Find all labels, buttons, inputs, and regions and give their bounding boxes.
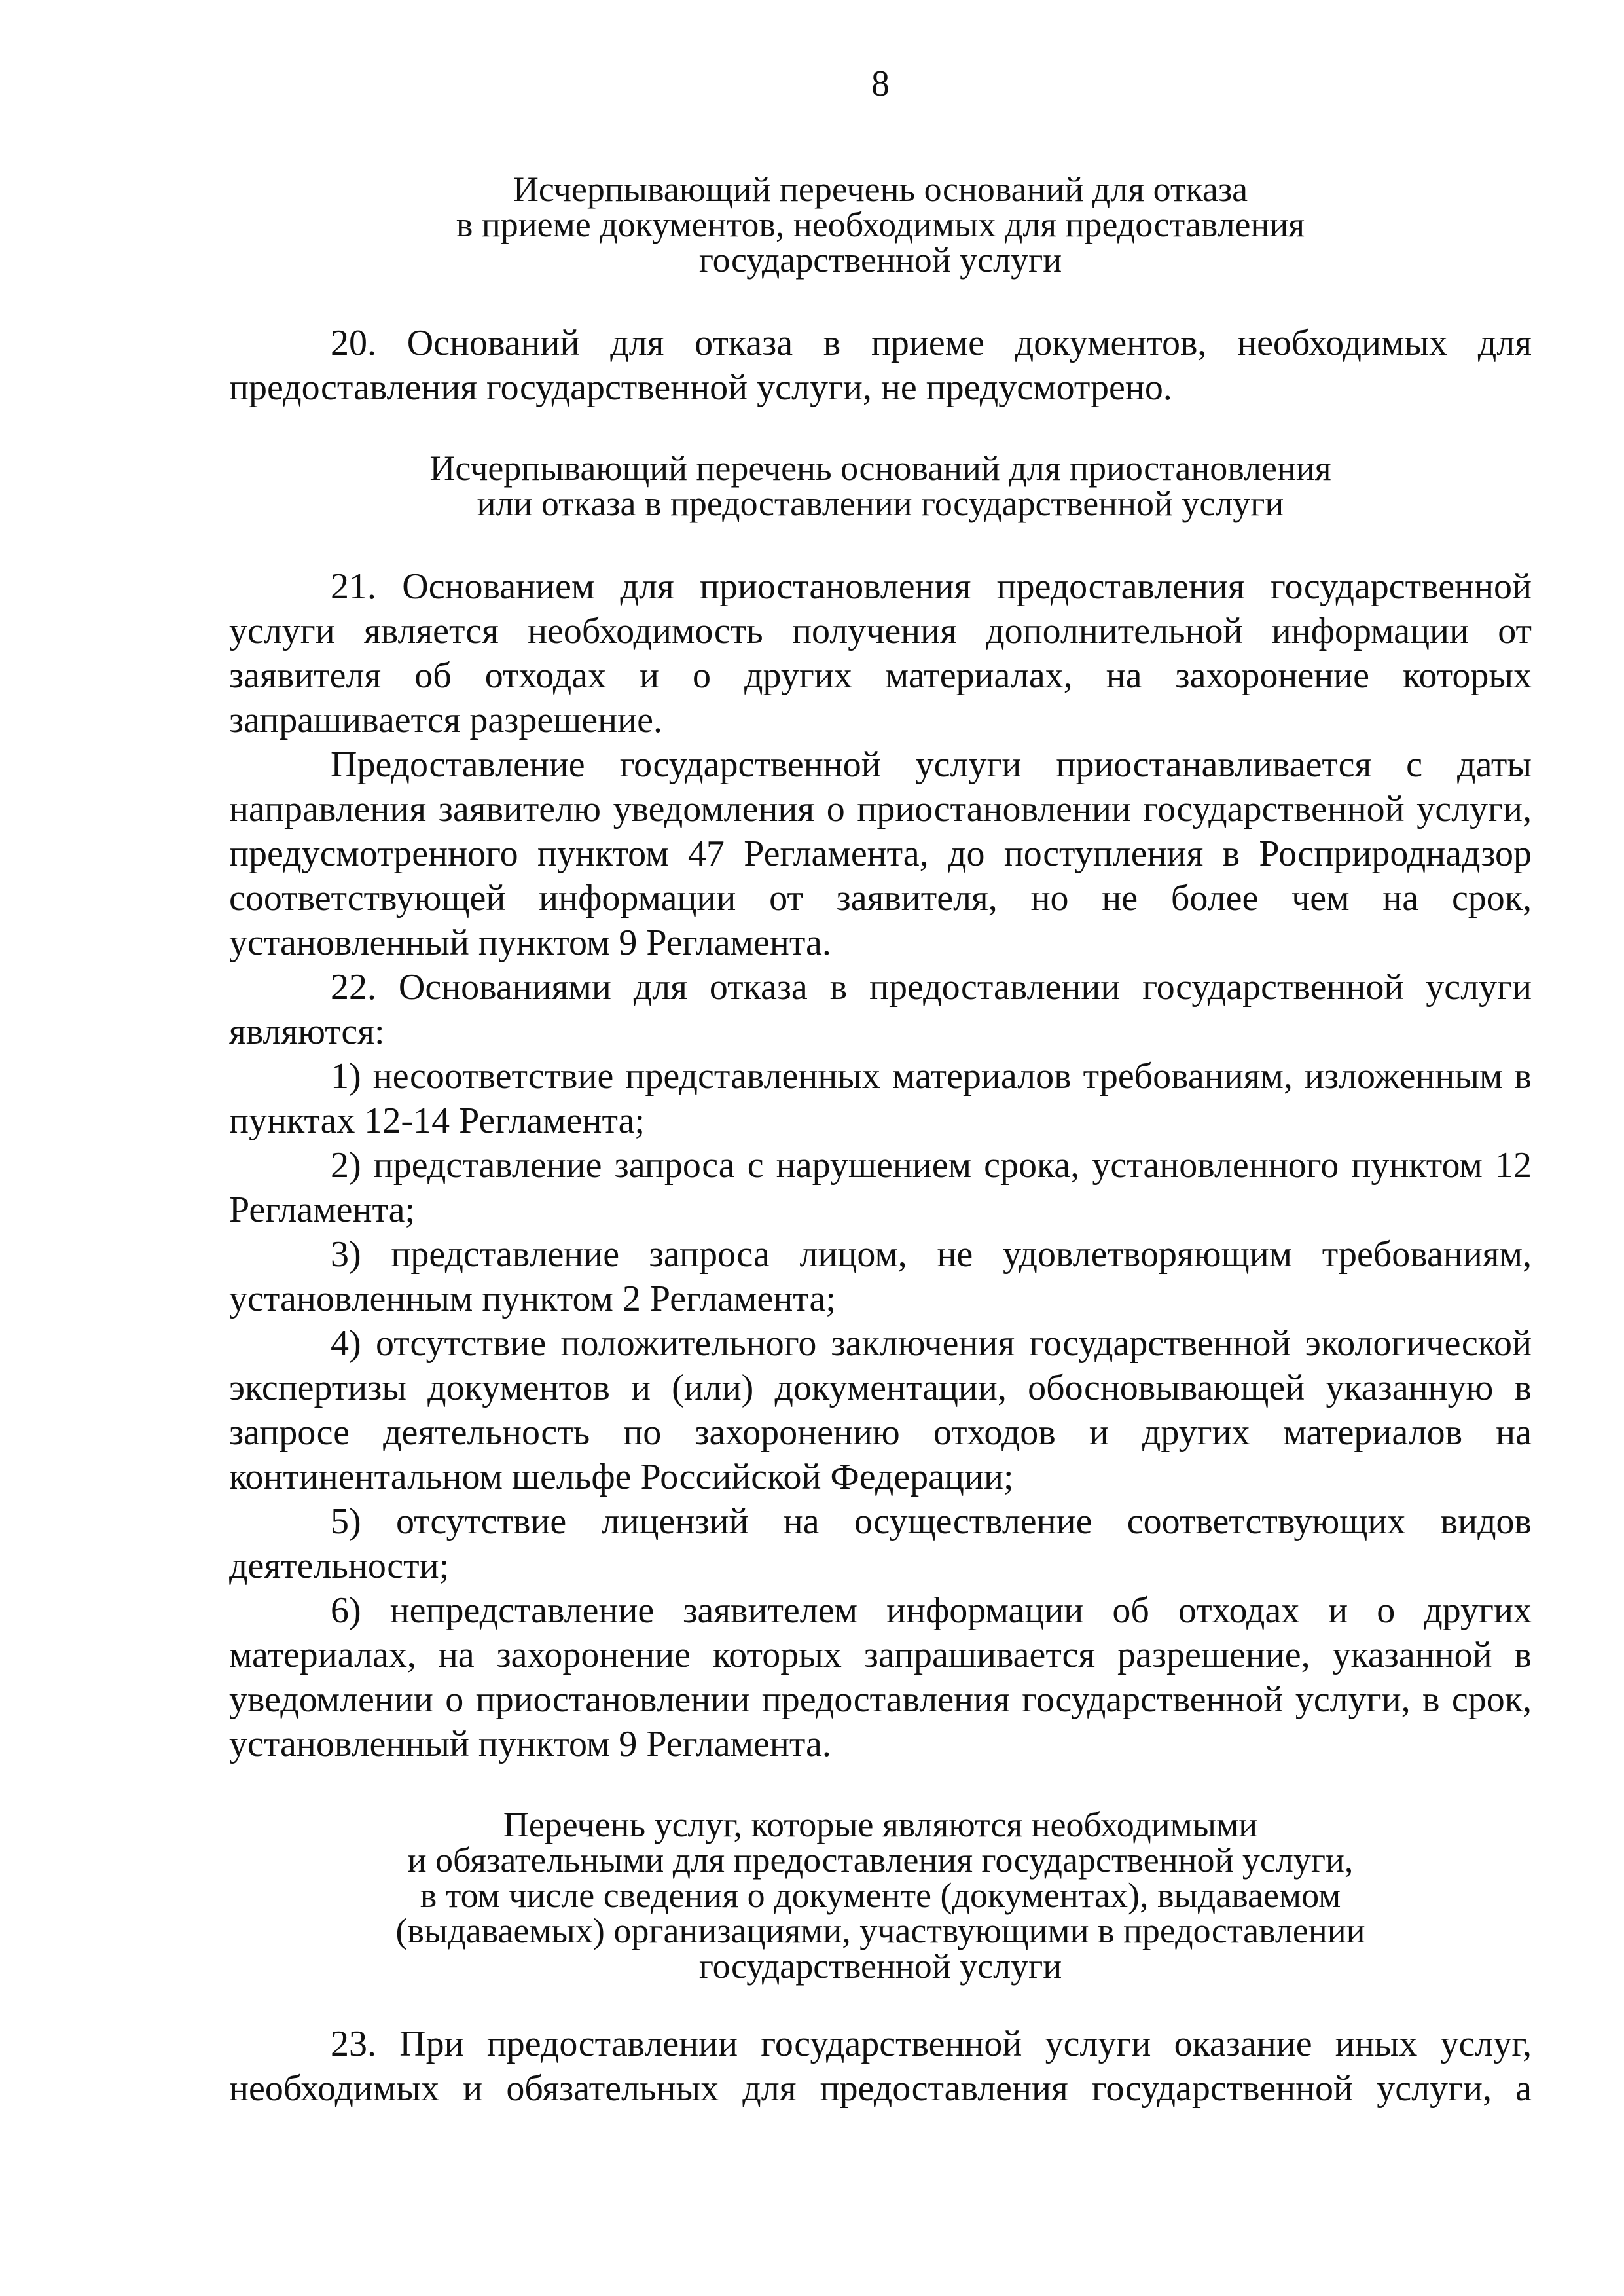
section-heading-suspension-refusal xyxy=(229,450,1532,521)
paragraph-21-suspension: Предоставление государственной услуги приостанавливается с даты направления заявителю уведомления о приостановлении государственной услуги, предусмотренного пунктом 47 Регламента, до поступления в Росприроднадзор соответствующей информации от заявителя, но не более чем на срок, установленный пунктом 9 Регламента. xyxy=(229,744,1532,963)
section-heading-required-services xyxy=(229,1807,1532,1984)
page-number: 8 xyxy=(871,64,890,104)
heading-line: или отказа в предоставлении государственной услуги xyxy=(477,484,1284,523)
paragraph-22: 22. Основаниями для отказа в предоставлении государственной услуги являются: xyxy=(229,967,1532,1052)
heading-line: и обязательными для предоставления государственной услуги, xyxy=(407,1840,1354,1880)
heading-line: Перечень услуг, которые являются необходимыми xyxy=(503,1805,1258,1844)
heading-line: (выдаваемых) организациями, участвующими в предоставлении xyxy=(395,1911,1365,1950)
paragraph-22-item-4: 4) отсутствие положительного заключения государственной экологической экспертизы документов и (или) документации, обосновывающей указанную в запросе деятельность по захоронению отходов и других материалов на континентальном шельфе Российской Федерации; xyxy=(229,1323,1532,1497)
paragraph-20: 20. Оснований для отказа в приеме документов, необходимых для предоставления государственной услуги, не предусмотрено. xyxy=(229,323,1532,408)
heading-line: в приеме документов, необходимых для предоставления xyxy=(456,205,1305,244)
paragraph-21: 21. Основанием для приостановления предоставления государственной услуги является необходимость получения дополнительной информации от заявителя об отходах и о других материалах, на захоронение которых запрашивается разрешение. xyxy=(229,566,1532,740)
paragraph-23: 23. При предоставлении государственной услуги оказание иных услуг, необходимых и обязательных для предоставления государственной услуги, а xyxy=(229,2024,1532,2109)
paragraph-22-item-1: 1) несоответствие представленных материалов требованиям, изложенным в пунктах 12-14 Регламента; xyxy=(229,1056,1532,1141)
heading-line: государственной услуги xyxy=(698,240,1062,280)
paragraph-22-item-3: 3) представление запроса лицом, не удовлетворяющим требованиям, установленным пунктом 2 Регламента; xyxy=(229,1234,1532,1319)
heading-line: Исчерпывающий перечень оснований для отказа xyxy=(513,170,1248,209)
section-heading-refusal-documents xyxy=(229,172,1532,278)
heading-line: в том числе сведения о документе (документах), выдаваемом xyxy=(420,1876,1341,1915)
heading-line: государственной услуги xyxy=(698,1946,1062,1986)
heading-line: Исчерпывающий перечень оснований для приостановления xyxy=(429,448,1331,488)
paragraph-22-item-5: 5) отсутствие лицензий на осуществление соответствующих видов деятельности; xyxy=(229,1501,1532,1586)
paragraph-22-item-6: 6) непредставление заявителем информации об отходах и о других материалах, на захоронение которых запрашивается разрешение, указанной в уведомлении о приостановлении предоставления государственной услуги, в срок, установленный пунктом 9 Регламента. xyxy=(229,1590,1532,1764)
paragraph-22-item-2: 2) представление запроса с нарушением срока, установленного пунктом 12 Регламента; xyxy=(229,1145,1532,1230)
